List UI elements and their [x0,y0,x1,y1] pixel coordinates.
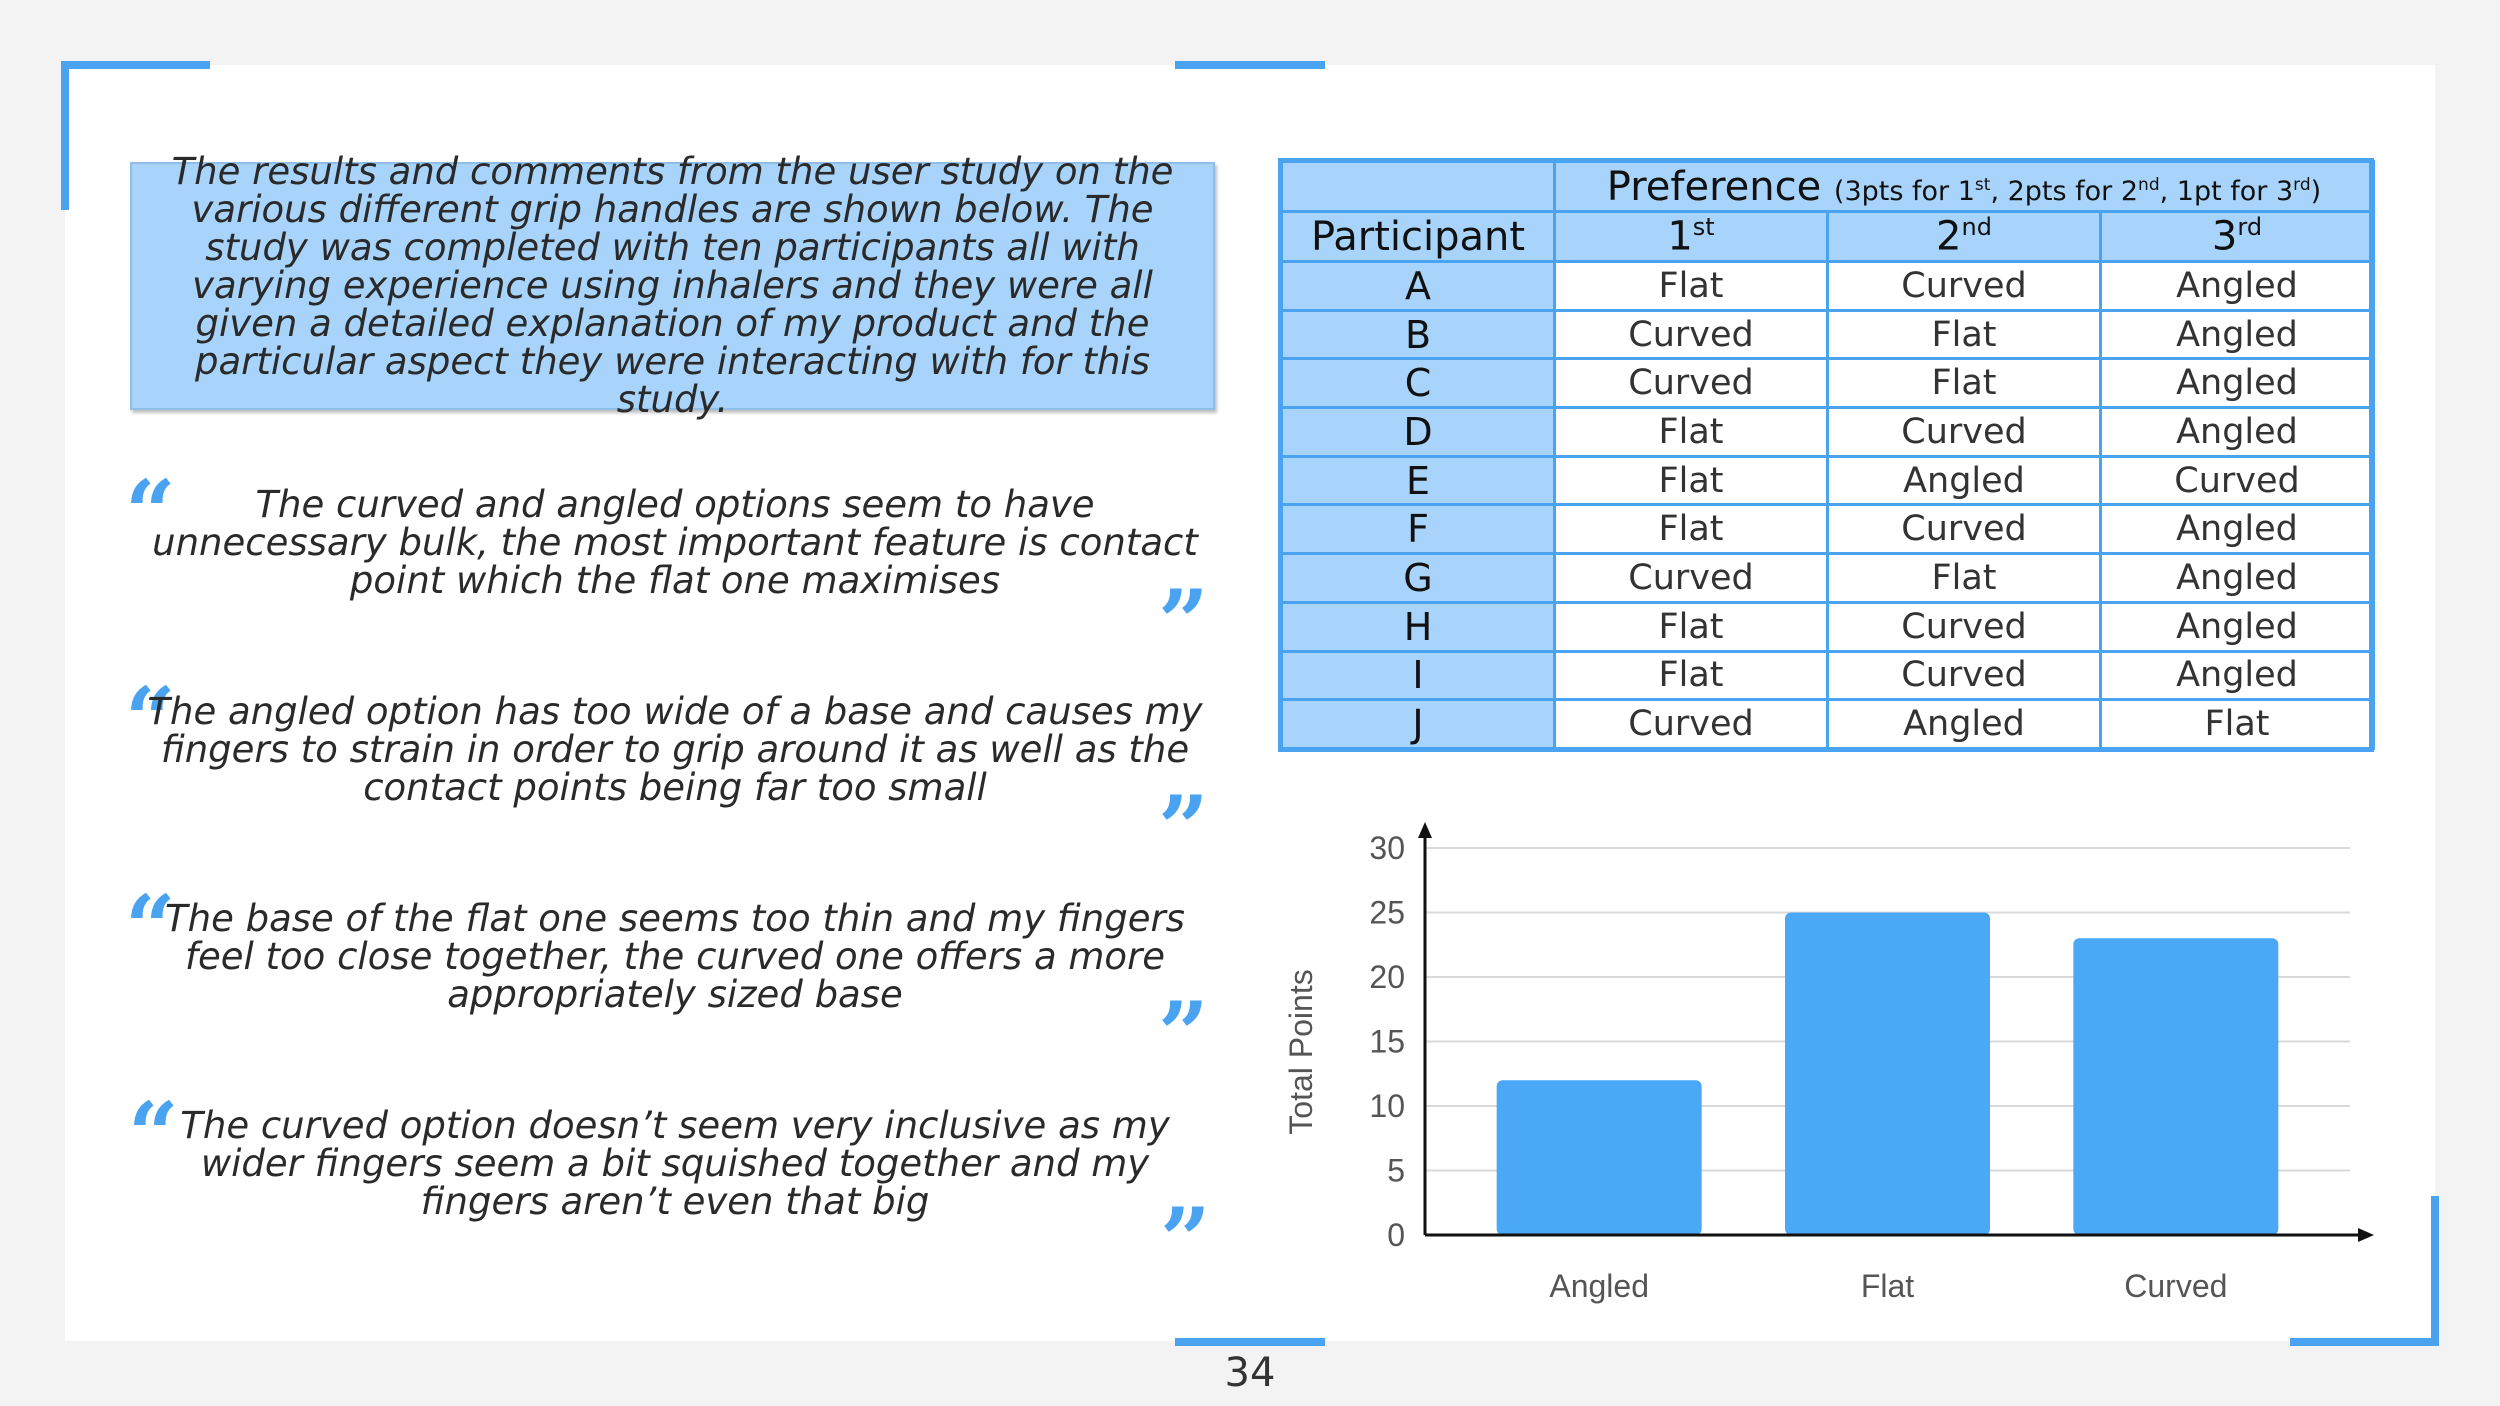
first-choice-cell: Flat [1555,456,1828,505]
corner-accent-bottom-right-vertical [2431,1196,2439,1346]
table-row [1282,651,2374,700]
y-tick-label: 10 [1369,1088,1405,1124]
table-row [1282,359,2374,408]
table-row [1282,602,2374,651]
points-bar-chart [1270,800,2380,1320]
participant-cell: A [1282,262,1555,311]
x-tick-label: Angled [1549,1268,1649,1304]
third-choice-cell: Angled [2101,505,2374,554]
second-choice-cell: Curved [1828,602,2101,651]
second-choice-cell: Curved [1828,651,2101,700]
second-choice-cell: Angled [1828,700,2101,749]
open-quote-icon: “ [128,1082,179,1186]
second-choice-cell: Curved [1828,262,2101,311]
y-tick-label: 5 [1387,1152,1405,1189]
y-tick-label: 20 [1369,959,1405,995]
x-axis-arrow-icon [2358,1228,2374,1242]
chart-y-axis-label: Total Points [1283,969,1319,1135]
close-quote-icon: ” [1158,570,1209,674]
third-choice-cell: Flat [2101,700,2374,749]
table-header-row [1282,162,2374,212]
rank-header-1st: 1st [1555,212,1828,262]
preference-header [1555,162,2374,212]
preference-note: (3pts for 1st, 2pts for 2nd, 1pt for 3rd) [1833,174,2322,207]
quote-text: The base of the flat one seems too thin and my fingers feel too close together, the curved one offers a more appropriately sized base [165,897,1185,1016]
third-choice-cell: Angled [2101,554,2374,603]
third-choice-cell: Angled [2101,651,2374,700]
table-subheader-row [1282,212,2374,262]
open-quote-icon: “ [125,875,176,979]
third-choice-cell: Angled [2101,359,2374,408]
first-choice-cell: Curved [1555,310,1828,359]
second-choice-cell: Curved [1828,505,2101,554]
preference-label: Preference [1606,163,1822,210]
page-number: 34 [1224,1350,1276,1396]
participant-cell: I [1282,651,1555,700]
quote-text: The curved and angled options seem to have unnecessary bulk, the most important feature is contact point which the flat one maximises [152,483,1198,602]
table-row [1282,262,2374,311]
intro-text: The results and comments from the user study on the various different grip handles are shown below. The study was completed with ten participants all with varying experience using inhalers and they were all given a detailed explanation of my product and the particular aspect they were interacting with for this study. [171,150,1174,421]
participant-header: Participant [1282,212,1555,262]
bar-curved [2073,938,2278,1235]
third-choice-cell: Angled [2101,310,2374,359]
participant-cell: D [1282,408,1555,457]
second-choice-cell: Flat [1828,310,2101,359]
third-choice-cell: Curved [2101,456,2374,505]
close-quote-icon: ” [1158,982,1209,1086]
y-tick-label: 30 [1369,830,1405,866]
y-tick-label: 0 [1387,1217,1405,1253]
x-tick-label: Flat [1860,1268,1915,1304]
y-tick-label: 15 [1369,1023,1405,1060]
third-choice-cell: Angled [2101,408,2374,457]
table-row [1282,408,2374,457]
rank-header-2nd: 2nd [1828,212,2101,262]
second-choice-cell: Flat [1828,359,2101,408]
second-choice-cell: Curved [1828,408,2101,457]
close-quote-icon: ” [1158,776,1209,880]
corner-accent-top-left-horizontal [61,61,210,69]
first-choice-cell: Flat [1555,651,1828,700]
first-choice-cell: Flat [1555,505,1828,554]
table-row [1282,554,2374,603]
first-choice-cell: Flat [1555,408,1828,457]
first-choice-cell: Curved [1555,554,1828,603]
third-choice-cell: Angled [2101,602,2374,651]
rank-header-3rd: 3rd [2101,212,2374,262]
table-row [1282,456,2374,505]
quote-text: The angled option has too wide of a base and causes my fingers to strain in order to grip around it as well as the contact points being far too small [147,690,1203,809]
first-choice-cell: Curved [1555,700,1828,749]
y-axis-arrow-icon [1418,822,1432,838]
participant-cell: B [1282,310,1555,359]
participant-cell: G [1282,554,1555,603]
close-quote-icon: ” [1160,1188,1211,1292]
second-choice-cell: Angled [1828,456,2101,505]
participant-cell: F [1282,505,1555,554]
accent-bottom-center [1175,1338,1325,1346]
preference-table [1280,160,2375,750]
participant-cell: E [1282,456,1555,505]
quote-text: The curved option doesn’t seem very inclusive as my wider fingers seem a bit squished together and my fingers aren’t even that big [180,1104,1170,1223]
first-choice-cell: Curved [1555,359,1828,408]
first-choice-cell: Flat [1555,602,1828,651]
table-row [1282,310,2374,359]
participant-cell: C [1282,359,1555,408]
bar-flat [1785,913,1990,1236]
third-choice-cell: Angled [2101,262,2374,311]
participant-cell: H [1282,602,1555,651]
intro-box [130,150,1215,421]
x-tick-label: Curved [2124,1268,2228,1304]
open-quote-icon: “ [125,460,176,564]
accent-top-center [1175,61,1325,69]
table-row [1282,700,2374,749]
second-choice-cell: Flat [1828,554,2101,603]
participant-cell: J [1282,700,1555,749]
header-blank-cell [1282,162,1555,212]
table-row [1282,505,2374,554]
y-tick-label: 25 [1369,894,1405,931]
corner-accent-bottom-right-horizontal [2290,1338,2439,1346]
open-quote-icon: “ [125,667,176,771]
corner-accent-top-left-vertical [61,61,69,210]
bar-angled [1497,1080,1702,1235]
first-choice-cell: Flat [1555,262,1828,311]
